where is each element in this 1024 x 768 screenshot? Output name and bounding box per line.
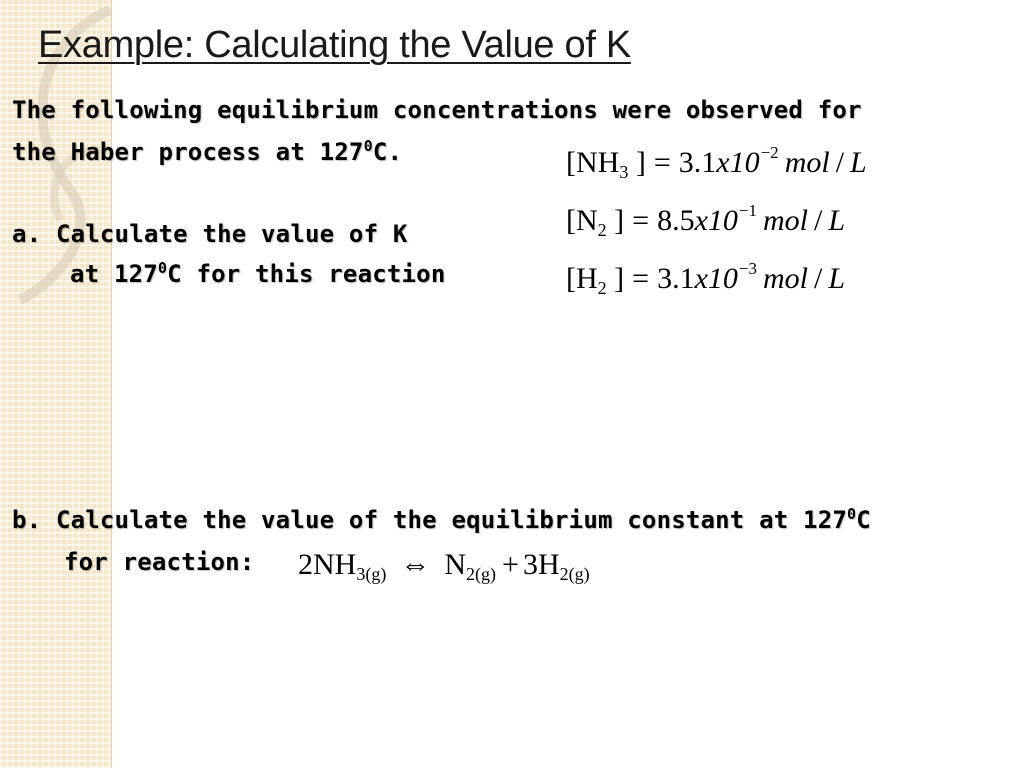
product-1: N	[444, 548, 467, 581]
concentration-n2	[566, 201, 846, 240]
species-subscript: 3	[619, 162, 629, 182]
plus-sign: +	[502, 548, 519, 581]
unit-slash: /	[814, 204, 823, 237]
equilibrium-arrow-icon: ⇔	[400, 548, 431, 581]
coefficient: 8.5	[657, 204, 695, 237]
open-bracket: [	[566, 204, 576, 237]
close-bracket: ]	[628, 146, 646, 179]
open-bracket: [	[566, 262, 576, 295]
reactant-subscript: 3(g)	[356, 564, 387, 584]
coefficient: 3.1	[657, 262, 695, 295]
slide-title: Example: Calculating the Value of K	[38, 24, 631, 66]
part-a-line-2-suffix: C for this reaction	[167, 260, 446, 288]
exponent: −3	[738, 259, 758, 278]
times-ten: x10	[694, 204, 738, 237]
unit-slash: /	[814, 262, 823, 295]
species: H	[576, 262, 598, 295]
equals-sign: =	[632, 262, 650, 295]
intro-line-2-prefix: the Haber process at 127	[12, 138, 364, 166]
species: N	[576, 204, 598, 237]
unit-denominator: L	[828, 262, 846, 295]
open-bracket: [	[566, 146, 576, 179]
degree-mark: 0	[157, 259, 168, 277]
equals-sign: =	[653, 146, 671, 179]
part-a-line-1: a. Calculate the value of K	[12, 220, 408, 248]
product-2-subscript: 2(g)	[559, 564, 590, 584]
times-ten: x10	[716, 146, 760, 179]
reactant: 2NH	[298, 548, 357, 581]
part-b-line-1	[12, 506, 871, 534]
part-a-line-2-prefix: at 127	[70, 260, 158, 288]
species-subscript: 2	[597, 220, 607, 240]
part-b-line-1-prefix: b. Calculate the value of the equilibrium constant at 127	[12, 506, 848, 534]
part-b-line-1-suffix: C	[856, 506, 871, 534]
intro-line-2-suffix: C.	[372, 138, 403, 166]
degree-mark: 0	[847, 505, 857, 523]
species: NH	[576, 146, 620, 179]
unit-numerator: mol	[763, 262, 809, 295]
unit-numerator: mol	[763, 204, 809, 237]
exponent: −2	[760, 143, 779, 162]
reaction-equation	[298, 548, 590, 582]
close-bracket: ]	[606, 204, 625, 237]
unit-slash: /	[835, 146, 845, 179]
unit-numerator: mol	[784, 146, 830, 179]
coefficient: 3.1	[678, 146, 717, 179]
times-ten: x10	[694, 262, 738, 295]
part-a-line-2	[70, 260, 445, 288]
exponent: −1	[738, 201, 758, 220]
part-b-line-2: for reaction:	[64, 548, 255, 576]
intro-line-2	[12, 138, 402, 166]
concentration-nh3	[566, 143, 867, 182]
species-subscript: 2	[597, 278, 607, 298]
product-1-subscript: 2(g)	[466, 564, 497, 584]
degree-mark: 0	[363, 137, 373, 155]
product-2: 3H	[522, 548, 560, 581]
intro-line-1: The following equilibrium concentrations were observed for	[12, 96, 862, 124]
concentration-h2	[566, 259, 846, 298]
unit-denominator: L	[828, 204, 846, 237]
close-bracket: ]	[606, 262, 625, 295]
unit-denominator: L	[850, 146, 867, 179]
equals-sign: =	[632, 204, 650, 237]
